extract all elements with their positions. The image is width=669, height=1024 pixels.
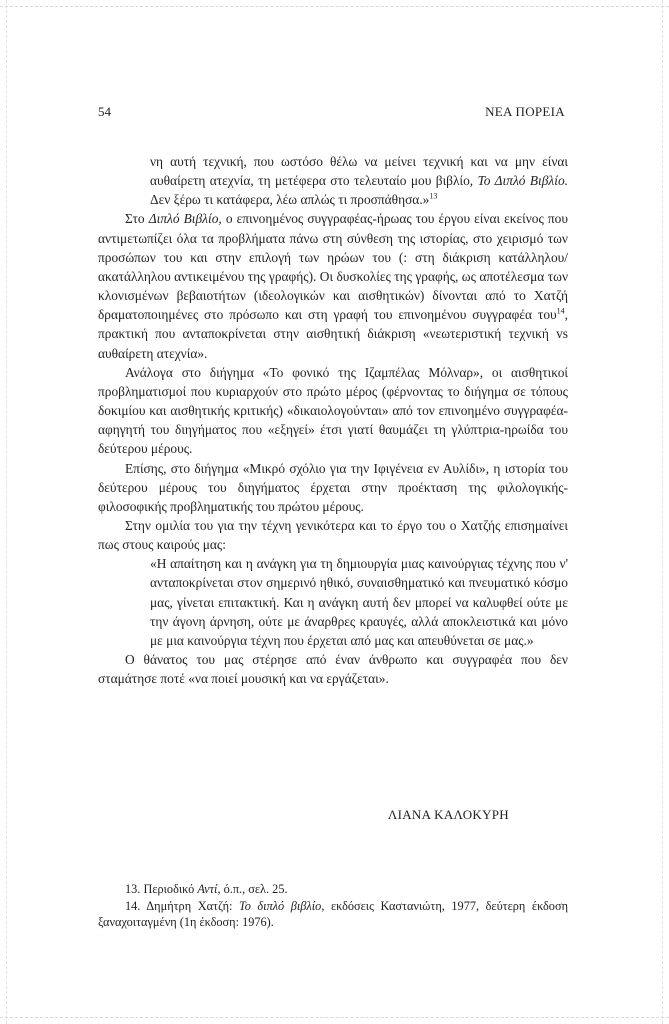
fn14-start: 14. Δημήτρη Χατζή:: [125, 898, 233, 913]
footnote-ref-13[interactable]: 13: [429, 191, 438, 201]
scan-edge-bottom: [0, 1017, 669, 1024]
footnote-13: [98, 881, 568, 898]
fn13-start: 13. Περιοδικό: [125, 882, 195, 896]
paragraph-1: [98, 209, 568, 362]
scan-edge-left: [6, 0, 7, 1024]
p1-text: ο επινοημένος συγγραφέας-ήρωας του έργου είναι εκείνος που αντιμετωπίζει όλα τα προβλήματα πάνω στη σύνθεση της ιστορίας, στο χειρισμό των προσώπων του και στην επιλογή των ηρώων του (: στη διάκριση κατάλληλου/ακατάλληλου αντικειμένου της γραφής). Οι δυσκολίες της γραφής, ως αποτέλεσμα των κλονισμένων βεβαιοτήτων (ιδεολογικών και αισθητικών) δίνονται από το Χατζή δραματοποιημένες στο πρόσωπο και στη γραφή του επινοημένου συγγραφέα του: [98, 211, 568, 323]
p1-end: , πρακτική που ανταποκρίνεται στην αισθητική διάκριση «νεωτεριστική τεχνική vs αυθαίρετη ατεχνία».: [98, 307, 568, 361]
scan-edge-top: [0, 0, 669, 7]
author-signature: ΛΙΑΝΑ ΚΑΛΟΚΥΡΗ: [387, 807, 509, 822]
body-text: [98, 152, 568, 688]
fn14-title: Το διπλό βιβλίο,: [239, 898, 325, 913]
scan-edge-right: [662, 0, 663, 1024]
fn14-end: εκδόσεις Καστανιώτη, 1977, δεύτερη έκδοση ξαναχοιταγμένη (1η έκδοση: 1976).: [98, 898, 569, 929]
quote-opening-title: Το Διπλό Βιβλίο.: [477, 173, 568, 189]
quote-opening-text: νη αυτή τεχνική, που ωστόσο θέλω να μείνει τεχνική και να μην είναι αυθαίρετη ατεχνία, τη μετέφερα στο τελευταίο μου βιβλίο,: [150, 154, 568, 189]
paragraph-5: Ο θάνατος του μας στέρησε από έναν άνθρωπο και συγγραφέα που δεν σταμάτησε ποτέ «να ποιεί μουσική και να εργάζεται».: [98, 652, 568, 687]
p1-title: Διπλό Βιβλίο,: [148, 211, 222, 227]
paragraph-4: Στην ομιλία του για την τέχνη γενικότερα και το έργο του ο Χατζής επισημαίνει πως στους καιρούς μας:: [98, 517, 568, 553]
paragraph-2: Ανάλογα στο διήγημα «Το φονικό της Ιζαμπέλας Μόλναρ», οι αισθητικοί προβληματισμοί που κυριαρχούν στο πρώτο μέρος (φέρνοντας το διήγημα σε τόπους δοκιμίου και αισθητικής κριτικής) «δικαιολογούνται» από τον επινοημένο συγγραφέα-αφηγητή του διηγήματος που «εξηγεί» έτσι γιατί θαυμάζει τη γλύπτρια-ηρωίδα του δεύτερου μέρους.: [98, 364, 568, 457]
quote-continuation: [98, 152, 568, 209]
paragraph-3: Επίσης, στο διήγημα «Μικρό σχόλιο για την Ιφιγένεια εν Αυλίδι», η ιστορία του δεύτερου μέρους του διηγήματος έρχεται στην προέκταση της φιλολογικής-φιλοσοφικής προβληματικής του πρώτου μέρους.: [98, 460, 568, 514]
p1-start: Στο: [125, 211, 145, 227]
page-number: 54: [98, 104, 111, 119]
running-head: ΝΕΑ ΠΟΡΕΙΑ: [485, 104, 565, 119]
fn13-title: Αντί,: [197, 882, 221, 896]
block-quote: «Η απαίτηση και η ανάγκη για τη δημιουργία μιας καινούργιας τέχνης που ν' ανταποκρίνεται στον σημερινό ηθικό, συναισθηματικό και πνευματικό κόσμο μας, γίνεται επιτακτική. Και η ανάγκη αυτή δεν μπορεί να καλυφθεί ούτε με την άγονη άρνηση, ούτε με άναρθρες κραυγές, αλλά αποκλειστικά και μόνο με μια καινούργια τέχνη που έρχεται από μας και απευθύνεται σε μας.»: [150, 556, 568, 648]
quote-opening-end: Δεν ξέρω τι κατάφερα, λέω απλώς τι προσπάθησα.»: [150, 192, 430, 208]
footnote-14: [98, 898, 568, 931]
footnotes: [98, 881, 568, 931]
fn13-end: ό.π., σελ. 25.: [223, 882, 288, 896]
footnote-ref-14[interactable]: 14: [556, 306, 565, 316]
